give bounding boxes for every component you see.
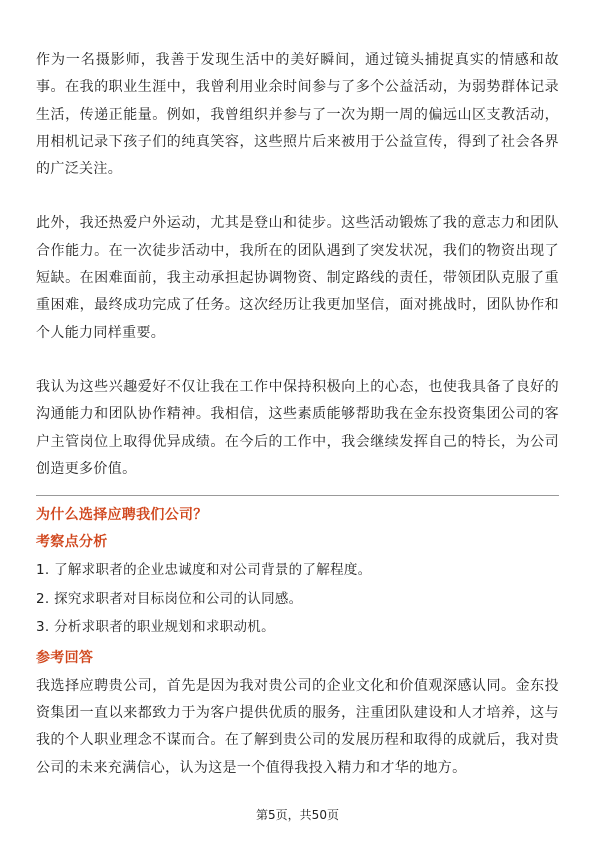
section-divider	[36, 495, 559, 496]
analysis-point: 2. 探究求职者对目标岗位和公司的认同感。	[36, 590, 303, 607]
paragraph-photography: 作为一名摄影师，我善于发现生活中的美好瞬间，通过镜头捕捉真实的情感和故事。在我的职业生涯中，我曾利用业余时间参与了多个公益活动，为弱势群体记录生活，传递正能量。例如，我曾组织并参与了一次为期一周的偏远山区支教活动，用相机记录下孩子们的纯真笑容，这些照片后来被用于公益宣传，得到了社会各界的广泛关注。	[36, 52, 559, 178]
question-title: 为什么选择应聘我们公司？	[36, 507, 208, 524]
analysis-point: 3. 分析求职者的职业规划和求职动机。	[36, 619, 275, 636]
paragraph-conclusion: 我认为这些兴趣爱好不仅让我在工作中保持积极向上的心态，也使我具备了良好的沟通能力和团队协作精神。我相信，这些素质能够帮助我在金东投资集团公司的客户主管岗位上取得优异成绩。在今后的工作中，我会继续发挥自己的特长，为公司创造更多价值。	[36, 378, 559, 477]
answer-heading: 参考回答	[36, 649, 94, 666]
answer-text: 我选择应聘贵公司，首先是因为我对贵公司的企业文化和价值观深感认同。金东投资集团一直以来都致力于为客户提供优质的服务，注重团队建设和人才培养，这与我的个人职业理念不谋而合。在了解到贵公司的发展历程和取得的成就后，我对贵公司的未来充满信心，认为这是一个值得我投入精力和才华的地方。	[36, 677, 559, 776]
document-page	[36, 47, 559, 782]
analysis-list	[36, 556, 559, 642]
paragraph-outdoor-sports: 此外，我还热爱户外运动，尤其是登山和徒步。这些活动锻炼了我的意志力和团队合作能力。在一次徒步活动中，我所在的团队遇到了突发状况，我们的物资出现了短缺。在困难面前，我主动承担起协调物资、制定路线的责任，带领团队克服了重重困难，最终成功完成了任务。这次经历让我更加坚信，面对挑战时，团队协作和个人能力同样重要。	[36, 215, 559, 341]
page-number: 第5页，共50页	[256, 808, 339, 822]
analysis-point: 1. 了解求职者的企业忠诚度和对公司背景的了解程度。	[36, 562, 372, 579]
analysis-heading: 考察点分析	[36, 534, 108, 551]
